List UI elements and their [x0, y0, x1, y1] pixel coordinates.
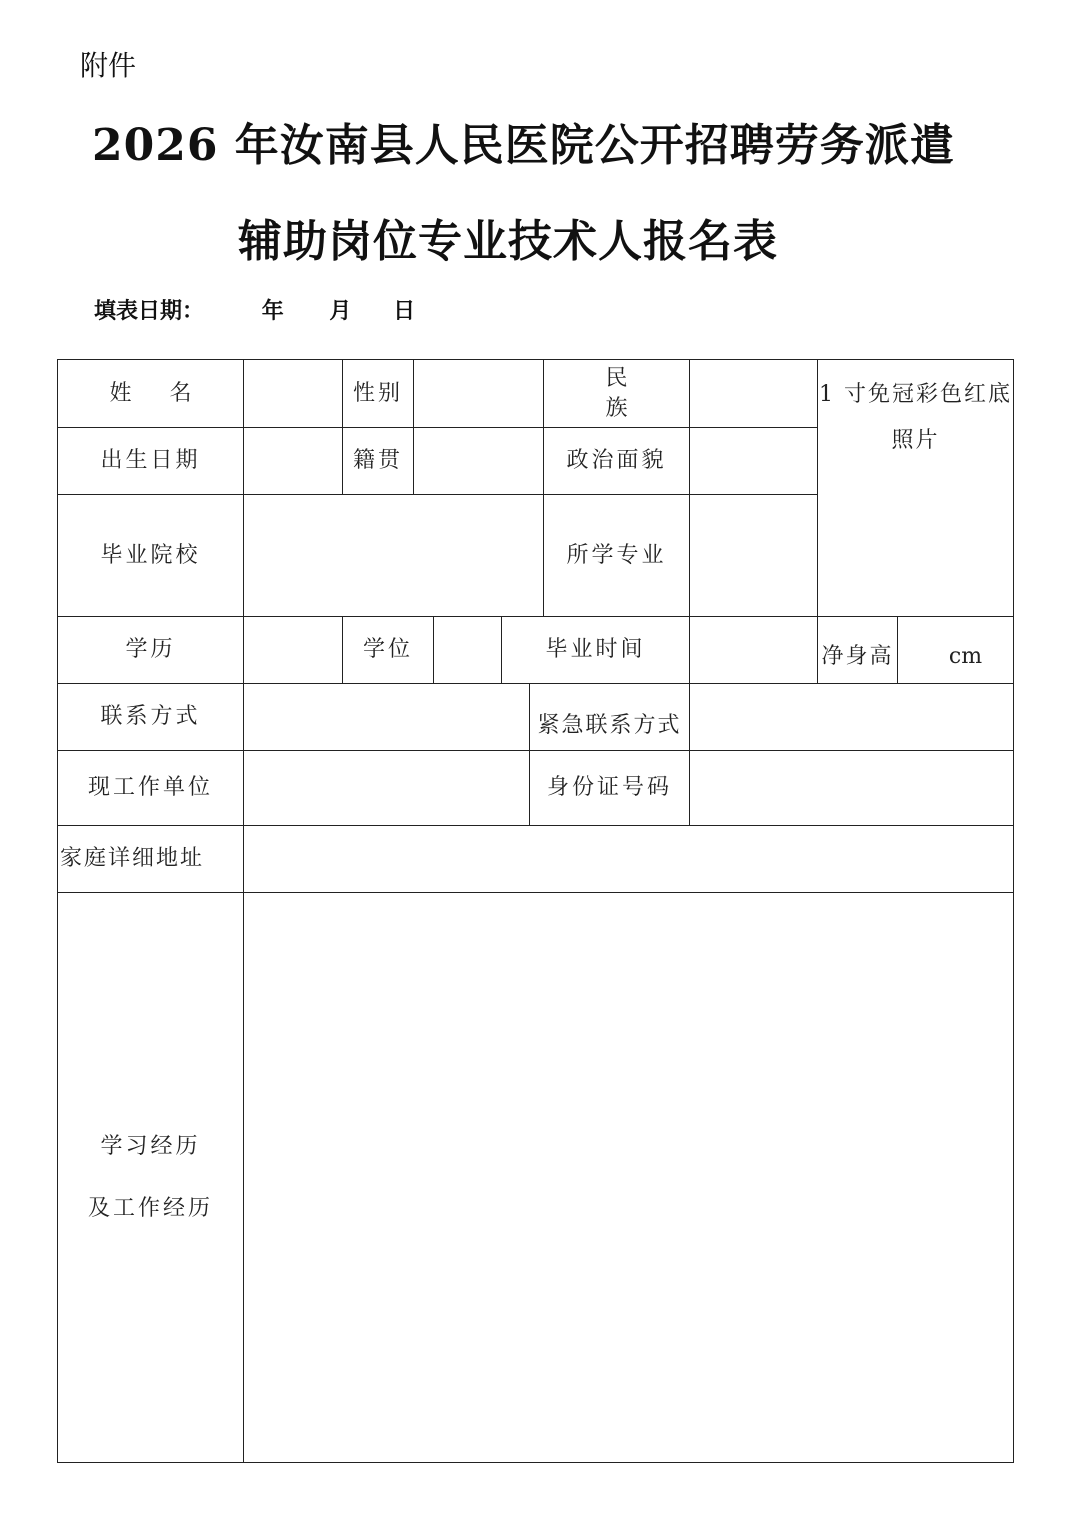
- ethnicity-field[interactable]: [689, 359, 818, 428]
- major-label: 所学专业: [543, 494, 690, 617]
- native-place-label: 籍贯: [342, 427, 414, 495]
- fill-date-label: 填表日期：: [94, 299, 205, 324]
- emergency-contact-field[interactable]: [689, 683, 1014, 751]
- native-place-field[interactable]: [413, 427, 544, 495]
- fill-date-year: 年: [261, 299, 284, 324]
- education-field[interactable]: [243, 616, 343, 684]
- photo-area[interactable]: [817, 359, 1014, 617]
- political-status-label: 政治面貌: [543, 427, 690, 495]
- name-field[interactable]: [243, 359, 343, 428]
- height-label: 净身高: [817, 616, 898, 684]
- education-label: 学历: [57, 616, 244, 684]
- gender-field[interactable]: [413, 359, 544, 428]
- major-field[interactable]: [689, 494, 818, 617]
- id-number-field[interactable]: [689, 750, 1014, 826]
- name-label: 姓名: [57, 359, 244, 428]
- address-field[interactable]: [243, 825, 1014, 893]
- form-title-line1: 2026 年汝南县人民医院公开招聘劳务派遣: [92, 120, 955, 171]
- work-unit-field[interactable]: [243, 750, 530, 826]
- political-status-field[interactable]: [689, 427, 818, 495]
- form-title-line2: 辅助岗位专业技术人报名表: [238, 216, 778, 267]
- registration-form-table: [57, 359, 1014, 1463]
- graduation-time-label: 毕业时间: [501, 616, 690, 684]
- degree-field[interactable]: [433, 616, 502, 684]
- degree-label: 学位: [342, 616, 434, 684]
- attachment-label: 附件: [80, 49, 137, 82]
- photo-instruction-line1: 1 寸免冠彩色红底: [819, 382, 1012, 407]
- height-field[interactable]: [897, 616, 1014, 684]
- height-unit: cm: [948, 644, 983, 669]
- fill-date-row: [94, 296, 415, 328]
- graduation-time-field[interactable]: [689, 616, 818, 684]
- experience-label: [57, 892, 244, 1463]
- school-label: 毕业院校: [57, 494, 244, 617]
- contact-label: 联系方式: [57, 683, 244, 751]
- address-label: 家庭详细地址: [57, 825, 244, 893]
- work-unit-label: 现工作单位: [57, 750, 244, 826]
- emergency-contact-label: 紧急联系方式: [529, 683, 690, 751]
- contact-field[interactable]: [243, 683, 530, 751]
- gender-label: 性别: [342, 359, 414, 428]
- id-number-label: 身份证号码: [529, 750, 690, 826]
- experience-label-line2: 及工作经历: [87, 1195, 213, 1221]
- school-field[interactable]: [243, 494, 544, 617]
- fill-date-month: 月: [329, 299, 352, 324]
- experience-label-line1: 学习经历: [100, 1133, 201, 1159]
- fill-date-day: 日: [393, 299, 416, 324]
- photo-instruction-line2: 照片: [891, 428, 940, 453]
- experience-field[interactable]: [243, 892, 1014, 1463]
- birth-date-field[interactable]: [243, 427, 343, 495]
- birth-date-label: 出生日期: [57, 427, 244, 495]
- ethnicity-label: 民族: [543, 359, 690, 428]
